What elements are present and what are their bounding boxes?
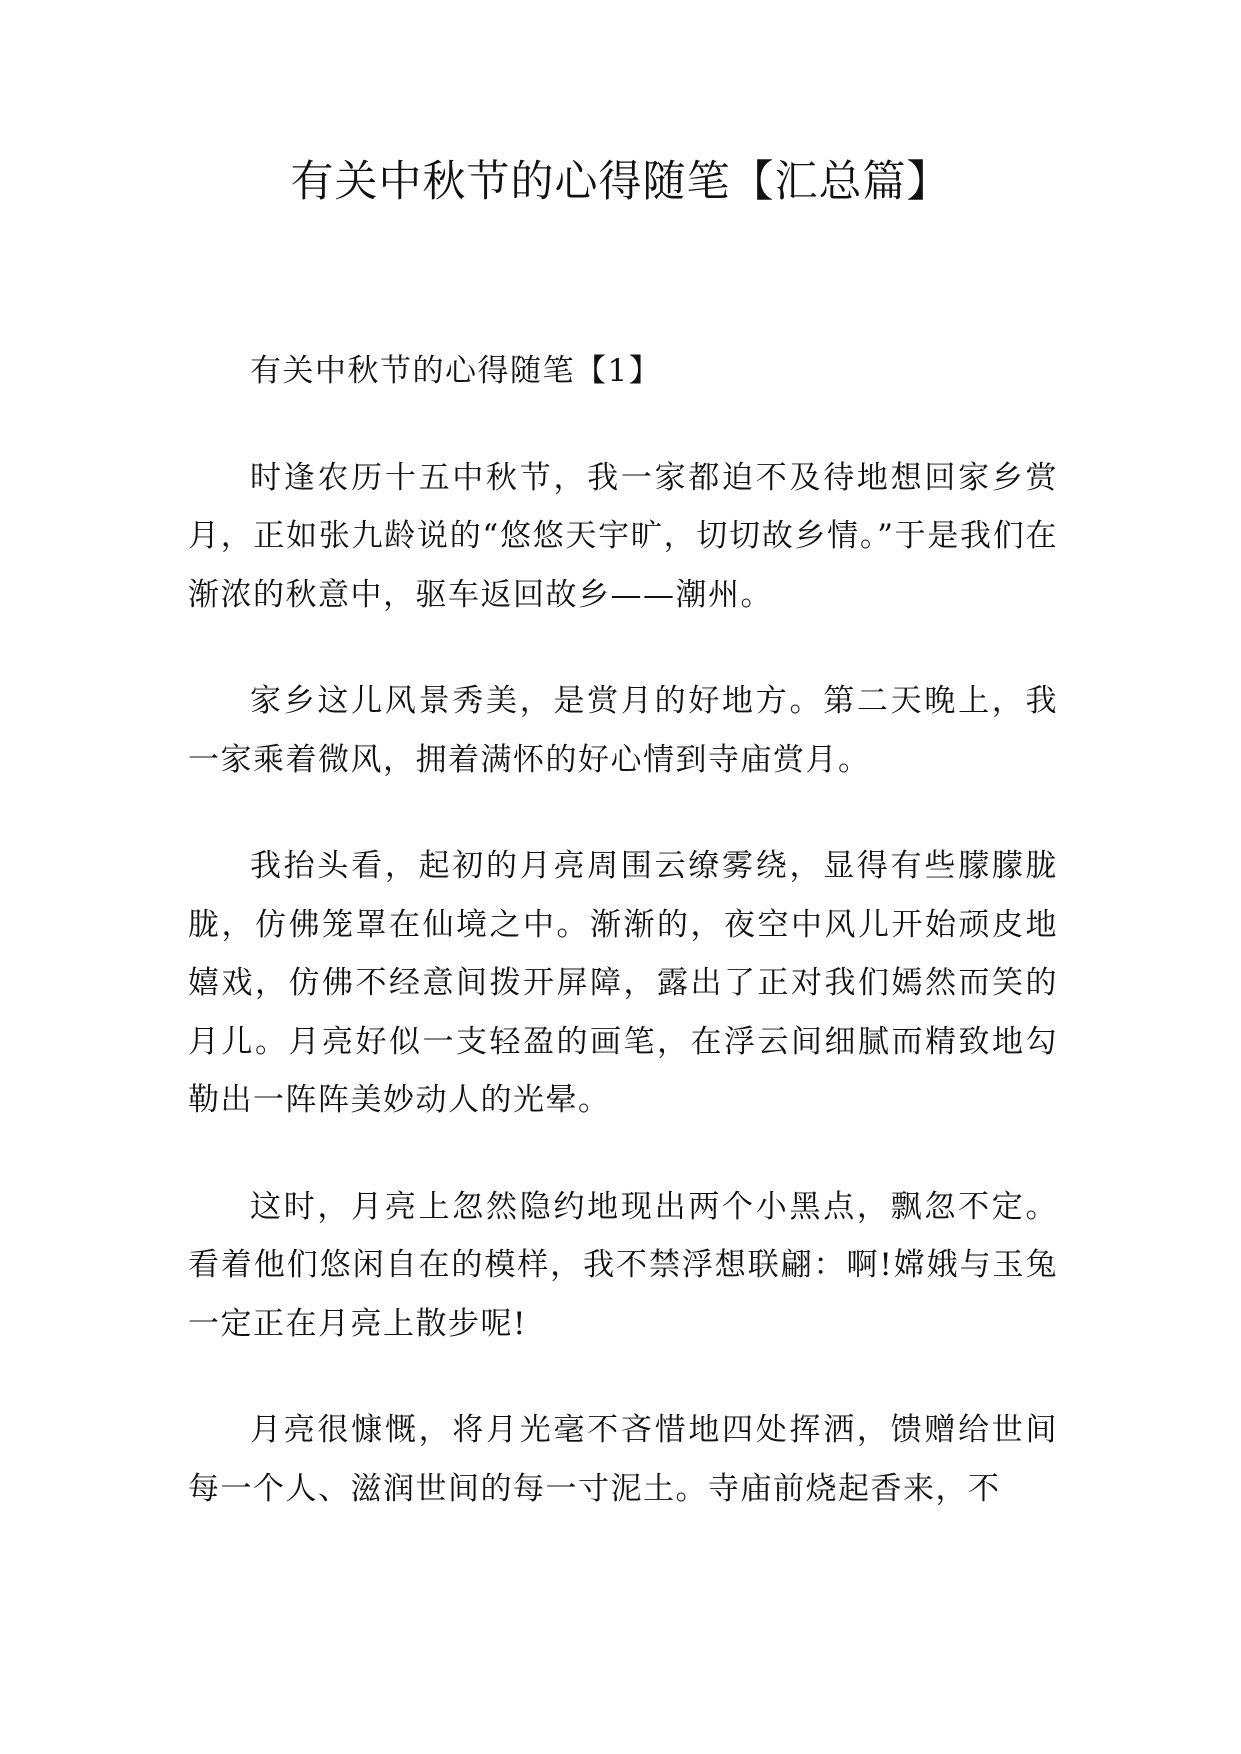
paragraph: 我抬头看，起初的月亮周围云缭雾绕，显得有些朦朦胧胧，仿佛笼罩在仙境之中。渐渐的，夜空中风儿开始顽皮地嬉戏，仿佛不经意间拨开屏障，露出了正对我们嫣然而笑的月儿。月亮好似一支轻盈的画笔，在浮云间细腻而精致地勾勒出一阵阵美妙动人的光晕。 xyxy=(188,848,1058,1118)
paragraph: 时逢农历十五中秋节，我一家都迫不及待地想回家乡赏月，正如张九龄说的“悠悠天宇旷，切切故乡情。”于是我们在渐浓的秋意中，驱车返回故乡——潮州。 xyxy=(188,459,1058,613)
paragraph: 月亮很慷慨，将月光毫不吝惜地四处挥洒，馈赠给世间每一个人、滋润世间的每一寸泥土。寺庙前烧起香来，不 xyxy=(188,1412,1058,1507)
paragraph: 家乡这儿风景秀美，是赏月的好地方。第二天晚上，我一家乘着微风，拥着满怀的好心情到寺庙赏月。 xyxy=(188,683,1058,778)
section-heading: 有关中秋节的心得随笔【1】 xyxy=(250,353,662,389)
document-title: 有关中秋节的心得随笔【汇总篇】 xyxy=(290,157,951,207)
paragraph: 这时，月亮上忽然隐约地现出两个小黑点，飘忽不定。看着他们悠闲自在的模样，我不禁浮想联翩：啊!嫦娥与玉兔一定正在月亮上散步呢! xyxy=(188,1188,1058,1342)
document-body xyxy=(188,342,1058,1566)
